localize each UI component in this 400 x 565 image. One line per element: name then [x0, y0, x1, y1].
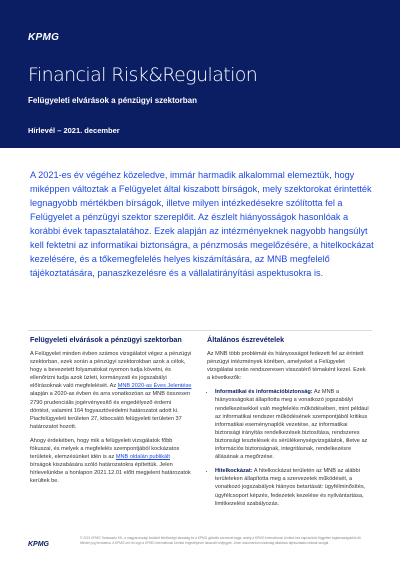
intro-paragraph: A 2021-es év végéhez közeledve, immár harmadik alkalommal elemeztük, hogy miképpen változtak a Felügyelet által kiszabott bírságok, mely szektorokat érintették legnagyobb mértékben bírságok, illetve milyen intézkedésekre szólította fel a Felügyelet a pénzügyi szektor szereplőit. Az észlelt hiányosságok hasonlóak a korábbi évek tapasztalatához. Ezek alapján az intézményeknek nagyobb hangsúlyt kell fektetni az informatikai biztonságra, a pénzmosás megelőzésére, a hitelkockázat kezelésére, és a tőkemegfelelés helyes kiszámítására, az MNB megfelelő tájékoztatására, panaszkezelésre és a vállalatirányítási aspektusokra is.: [30, 170, 374, 278]
publication-title: Financial Risk&Regulation: [28, 64, 258, 86]
publication-date: Hírlevél – 2021. december: [28, 126, 120, 135]
bullet-title-it-security: Informatikai és információbiztonság:: [215, 389, 313, 396]
left-paragraph-1: [30, 350, 192, 431]
header-banner: [0, 0, 400, 148]
annual-report-link[interactable]: MNB 2020-as Éves Jelentése: [117, 383, 192, 390]
mnb-publications-link[interactable]: MNB oldalán publikált: [115, 454, 170, 461]
right-column-heading: Általános észrevételek: [207, 335, 285, 344]
right-column: [207, 335, 369, 514]
bullet-title-credit-risk: Hitelkockázat:: [215, 468, 253, 475]
list-item: [215, 388, 369, 461]
list-item: [215, 467, 369, 507]
publication-subtitle: Felügyeleti elvárások a pénzügyi szektorban: [28, 96, 197, 105]
left-p1-text-a: A Felügyelet minden évben számos vizsgálatot végez a pénzügyi szektorban, ezek során a pénzügyi szektorokban azok a célok, hogy a bevezetett folyamatokat nyomon tudja követni, és ellenőrizni tudja azok üzleti, kormányzati és jogszabályi előírásoknak való megfelelését. Az: [30, 351, 192, 390]
footer-legal-text: © 2021 KPMG Tanácsadó Kft., a magyarországi korlátolt felelősségű társaság és a KPMG globális szervezet tagja, amely a KPMG International Limited-hez kapcsolódó független tagtársaságokból áll. Minden jog fenntartva. A KPMG név és logó a KPMG International Limited engedélyével használt védjegyek. Jelen dokumentum kizárólag általános tájékoztatási célokat szolgál.: [80, 536, 362, 545]
right-intro-paragraph: Az MNB több problémát és hiányosságot fedezett fel az érintett pénzügyi intézmények körében, amelyeket a Felügyelet vizsgálatai során rendszeresen visszatérő témaként kezel. Ezek a következők:: [207, 351, 366, 382]
left-p2-text-a: Ahogy érdekében, hogy mik a felügyeleti vizsgálatok főbb fókuszai, és melyek a megfelelés szempontjából kockázatos területek, elemzésünket idén is az: [30, 437, 180, 461]
observations-list: [207, 388, 369, 507]
bullet-text-credit-risk: A hitelkockázat területén az MNB az alábbi területeken állapította meg a szervezetek működését, a vonatkozó jogszabályok hiányos betartását: ügyfélminősítés, ügyfélcsoport képzés, fedezetek kezelése és nyilvántartása, limitkezelési szabályozás.: [215, 468, 366, 507]
footer-kpmg-logo: KPMG: [28, 541, 49, 548]
section-divider: [28, 330, 372, 331]
left-column-heading: Felügyeleti elvárások a pénzügyi szektorban: [30, 335, 182, 344]
left-paragraph-2: [30, 437, 192, 486]
kpmg-logo: KPMG: [28, 32, 60, 43]
left-p1-text-b: alapján a 2020-as évben és arra vonatkozóan az MNB összesen 2790 prudenciális jogérvényesítő és engedélyező érdemi döntést, valamint 164 fogyasztóvédelmi határozatot adott ki. Piacfelügyeleti területen 27, kibocsátó felügyeleti területen 37 határozatot hozott.: [30, 391, 191, 430]
left-p2-text-b: bírságok kiszabására szóló határozatokra építettük. Jelen hírlevelünkbe a honlapon 2021.12.01 előtt megjelent határozatok kerültek be.: [30, 462, 191, 485]
bullet-text-it-security: Az MNB a hiányosságokat állapította meg a vonatkozó jogszabályi rendelkezésekkel való megfelelés működésében, mint például az informatikai rendszer működésének szempontjából kritikus informatikai eseménynaplók vezetése, az informatikai biztonsági irányítás rendelkezések biztosítása, rendszeres biztonsági tesztelések és sérülékenységvizsgálatok, illetve az információs biztonságnak, integritásnak, rendelkezésre állásának a megőrzése.: [215, 389, 369, 461]
left-column: [30, 335, 192, 492]
